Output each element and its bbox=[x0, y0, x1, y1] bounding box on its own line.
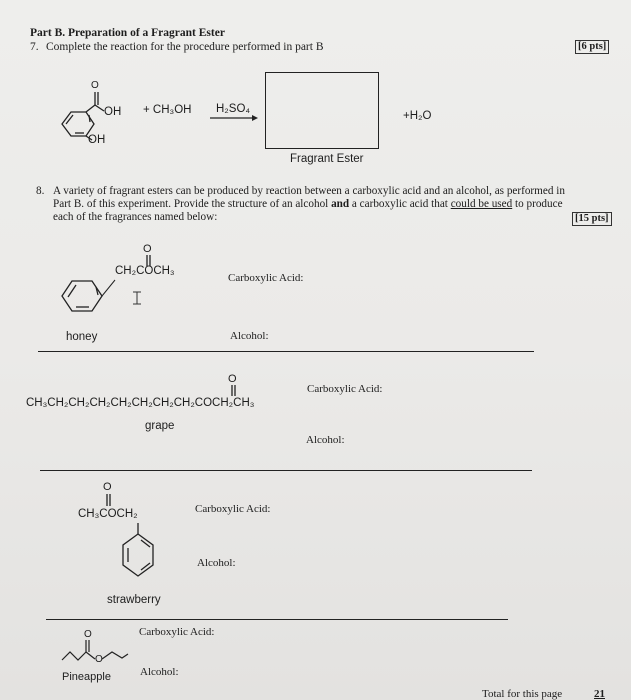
carbonyl-o-label: O bbox=[91, 80, 99, 91]
honey-name: honey bbox=[66, 331, 98, 343]
pineapple-name: Pineapple bbox=[62, 671, 111, 683]
honey-formula: CH₂COCH₃ bbox=[115, 265, 175, 277]
acid-oh-label: OH bbox=[104, 106, 122, 118]
question-8-line2: Part B. of this experiment. Provide the structure of an alcohol and a carboxylic acid that could be used to produce bbox=[53, 198, 563, 210]
phenol-oh-label: OH bbox=[88, 134, 106, 146]
page-number: 21 bbox=[594, 688, 605, 700]
grape-carbonyl-o: O bbox=[228, 373, 237, 385]
pineapple-alcohol-label: Alcohol: bbox=[140, 666, 179, 678]
question-8-number: 8. bbox=[36, 185, 45, 197]
honey-carboxylic-acid-label: Carboxylic Acid: bbox=[228, 272, 304, 284]
product-label: Fragrant Ester bbox=[290, 153, 364, 165]
page-total-label: Total for this page bbox=[482, 688, 563, 700]
strawberry-carbonyl-o: O bbox=[103, 481, 112, 493]
strawberry-name: strawberry bbox=[107, 594, 161, 606]
methanol-reagent: + CH₃OH bbox=[143, 104, 192, 116]
question-8-line1: A variety of fragrant esters can be produced by reaction between a carboxylic acid and an alcohol, as performed in bbox=[53, 185, 565, 197]
pineapple-carbonyl-o: O bbox=[84, 629, 92, 640]
grape-alcohol-label: Alcohol: bbox=[306, 434, 345, 446]
water-byproduct: +H₂O bbox=[403, 110, 432, 122]
strawberry-carboxylic-acid-label: Carboxylic Acid: bbox=[195, 503, 271, 515]
grape-formula: CH₃CH₂CH₂CH₂CH₂CH₂CH₂CH₂COCH₂CH₃ bbox=[26, 397, 255, 409]
question-8-line3: each of the fragrances named below: bbox=[53, 211, 218, 223]
grape-name: grape bbox=[145, 420, 175, 432]
strawberry-alcohol-label: Alcohol: bbox=[197, 557, 236, 569]
pineapple-carboxylic-acid-label: Carboxylic Acid: bbox=[139, 626, 215, 638]
question-7-number: 7. bbox=[30, 41, 39, 53]
question-8-points: [15 pts] bbox=[572, 212, 612, 226]
catalyst-label: H₂SO₄ bbox=[216, 103, 251, 115]
honey-carbonyl-o: O bbox=[143, 243, 152, 255]
honey-alcohol-label: Alcohol: bbox=[230, 330, 269, 342]
question-7-text: Complete the reaction for the procedure performed in part B bbox=[46, 41, 324, 53]
grape-carboxylic-acid-label: Carboxylic Acid: bbox=[307, 383, 383, 395]
strawberry-formula: CH₃COCH₂ bbox=[78, 508, 138, 520]
part-b-title: Part B. Preparation of a Fragrant Ester bbox=[30, 27, 225, 39]
question-7-points: [6 pts] bbox=[575, 40, 609, 54]
pineapple-ester-o: O bbox=[95, 654, 103, 665]
